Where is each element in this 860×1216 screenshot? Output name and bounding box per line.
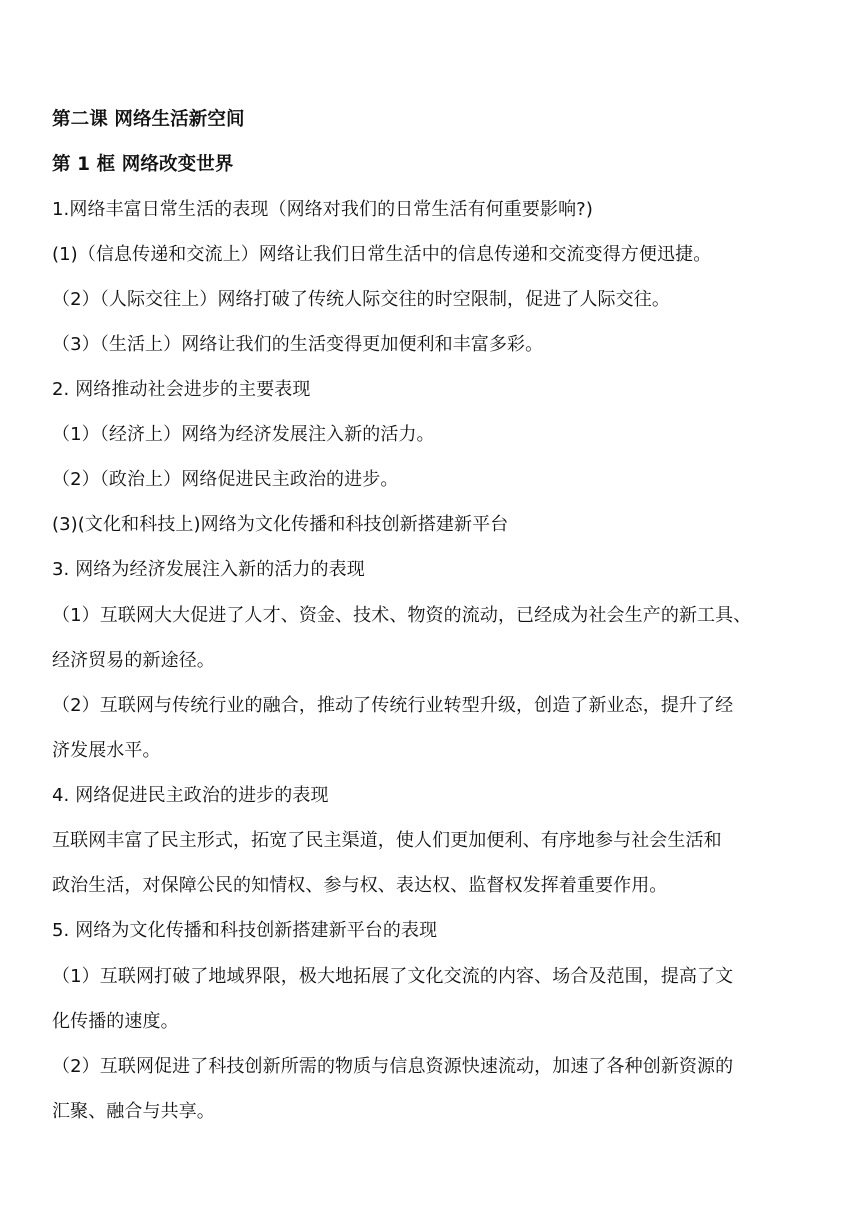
paragraph-line: 1.网络丰富日常生活的表现（网络对我们的日常生活有何重要影响?) bbox=[52, 199, 593, 220]
paragraph-line: (1)（信息传递和交流上）网络让我们日常生活中的信息传递和交流变得方便迅捷。 bbox=[52, 244, 712, 265]
paragraph-line: 经济贸易的新途径。 bbox=[52, 650, 215, 671]
paragraph-line: （3）（生活上）网络让我们的生活变得更加便利和丰富多彩。 bbox=[52, 334, 544, 355]
paragraph-line: （1）互联网大大促进了人才、资金、技术、物资的流动，已经成为社会生产的新工具、 bbox=[52, 605, 752, 626]
paragraph-line: 汇聚、融合与共享。 bbox=[52, 1101, 215, 1122]
paragraph-line: 政治生活，对保障公民的知情权、参与权、表达权、监督权发挥着重要作用。 bbox=[52, 875, 668, 896]
paragraph-line: （1）互联网打破了地域界限，极大地拓展了文化交流的内容、场合及范围，提高了文 bbox=[52, 966, 734, 987]
paragraph-line: 5. 网络为文化传播和科技创新搭建新平台的表现 bbox=[52, 920, 438, 941]
paragraph-line: （2）（人际交往上）网络打破了传统人际交往的时空限制，促进了人际交往。 bbox=[52, 289, 670, 310]
paragraph-line: 4. 网络促进民主政治的进步的表现 bbox=[52, 785, 329, 806]
paragraph-line: （2）互联网促进了科技创新所需的物质与信息资源快速流动，加速了各种创新资源的 bbox=[52, 1056, 734, 1077]
paragraph-line: 3. 网络为经济发展注入新的活力的表现 bbox=[52, 559, 365, 580]
paragraph-line: （1）（经济上）网络为经济发展注入新的活力。 bbox=[52, 424, 435, 445]
paragraph-line: 化传播的速度。 bbox=[52, 1011, 179, 1032]
paragraph-line: （2）互联网与传统行业的融合，推动了传统行业转型升级，创造了新业态，提升了经 bbox=[52, 695, 734, 716]
paragraph-line: (3)(文化和科技上)网络为文化传播和科技创新搭建新平台 bbox=[52, 514, 509, 535]
lesson-title: 第二课 网络生活新空间 bbox=[52, 109, 245, 130]
paragraph-line: 互联网丰富了民主形式，拓宽了民主渠道，使人们更加便利、有序地参与社会生活和 bbox=[52, 830, 722, 851]
paragraph-line: （2）（政治上）网络促进民主政治的进步。 bbox=[52, 469, 399, 490]
paragraph-line: 济发展水平。 bbox=[52, 740, 161, 761]
section-title: 第 1 框 网络改变世界 bbox=[52, 154, 234, 175]
paragraph-line: 2. 网络推动社会进步的主要表现 bbox=[52, 379, 311, 400]
